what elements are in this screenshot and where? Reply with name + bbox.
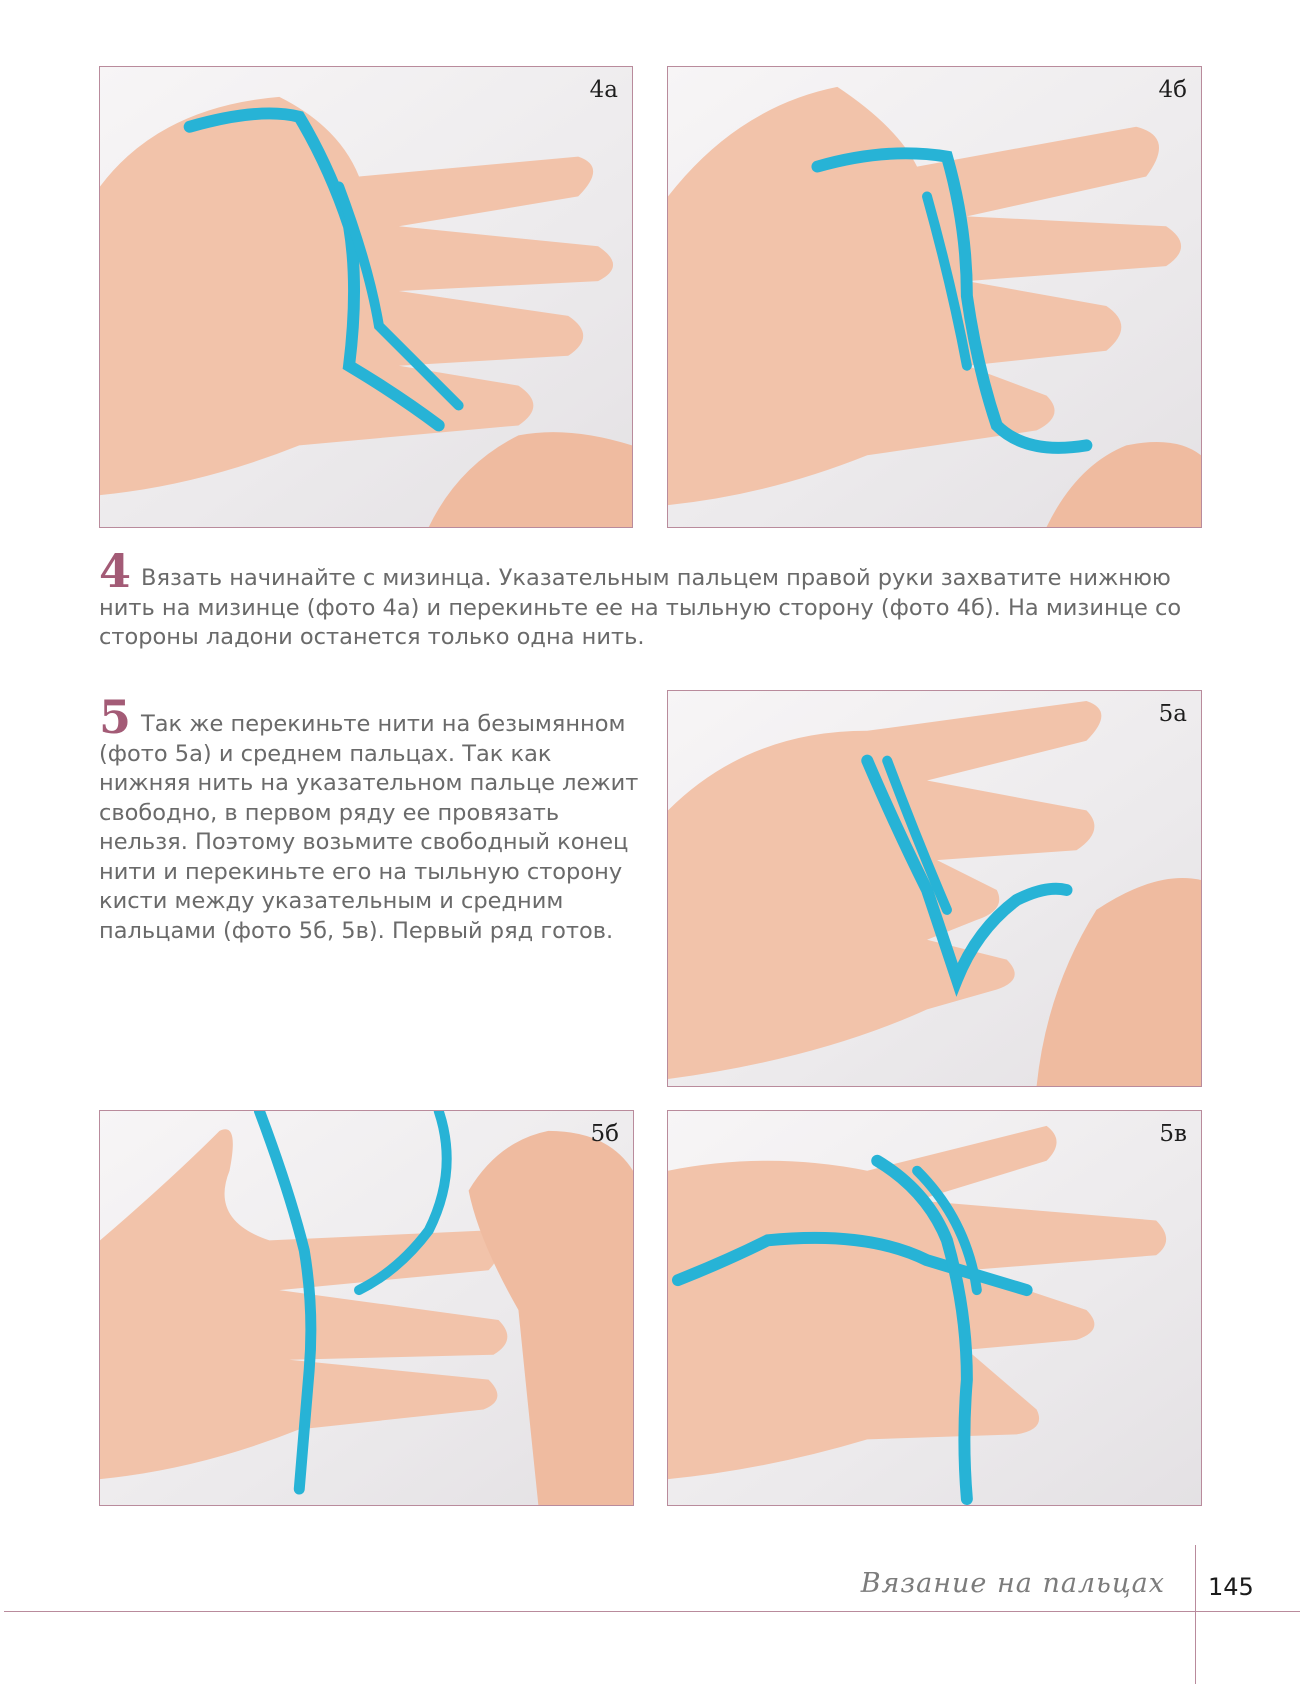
photo-4b xyxy=(667,66,1202,528)
step-number: 5 xyxy=(99,690,132,744)
running-title: Вязание на пальцах xyxy=(860,1568,1165,1599)
page-number: 145 xyxy=(1208,1573,1254,1601)
hand-illustration xyxy=(668,1111,1201,1505)
photo-5b xyxy=(99,1110,634,1506)
hand-illustration xyxy=(100,67,632,527)
hand-illustration xyxy=(668,691,1201,1086)
step-4 xyxy=(99,544,1209,653)
photo-5a xyxy=(667,690,1202,1087)
step-text: Так же перекиньте нити на безымянном (фото 5а) и среднем пальцах. Так как нижняя нить на указательном пальце лежит свободно, в первом ряду ее провязать нельзя. Поэтому возьмите свободный конец нити и перекиньте его на тыльную сторону кисти между указательным и средним пальцами (фото 5б, 5в). Первый ряд готов. xyxy=(99,711,639,944)
footer-divider xyxy=(4,1611,1300,1612)
photo-4a xyxy=(99,66,633,528)
hand-illustration xyxy=(100,1111,633,1505)
step-number: 4 xyxy=(99,544,132,598)
photo-label: 5б xyxy=(590,1121,619,1147)
step-text: Вязать начинайте с мизинца. Указательным пальцем правой руки захватите нижнюю нить на мизинце (фото 4а) и перекиньте ее на тыльную сторону (фото 4б). На мизинце со стороны ладони останется только одна нить. xyxy=(99,565,1182,650)
photo-label: 4б xyxy=(1158,77,1187,103)
photo-5v xyxy=(667,1110,1202,1506)
photo-label: 5в xyxy=(1159,1121,1187,1147)
step-5 xyxy=(99,690,639,946)
photo-label: 4а xyxy=(589,77,618,103)
photo-label: 5а xyxy=(1158,701,1187,727)
footer-vertical-divider xyxy=(1195,1545,1196,1684)
hand-illustration xyxy=(668,67,1201,527)
